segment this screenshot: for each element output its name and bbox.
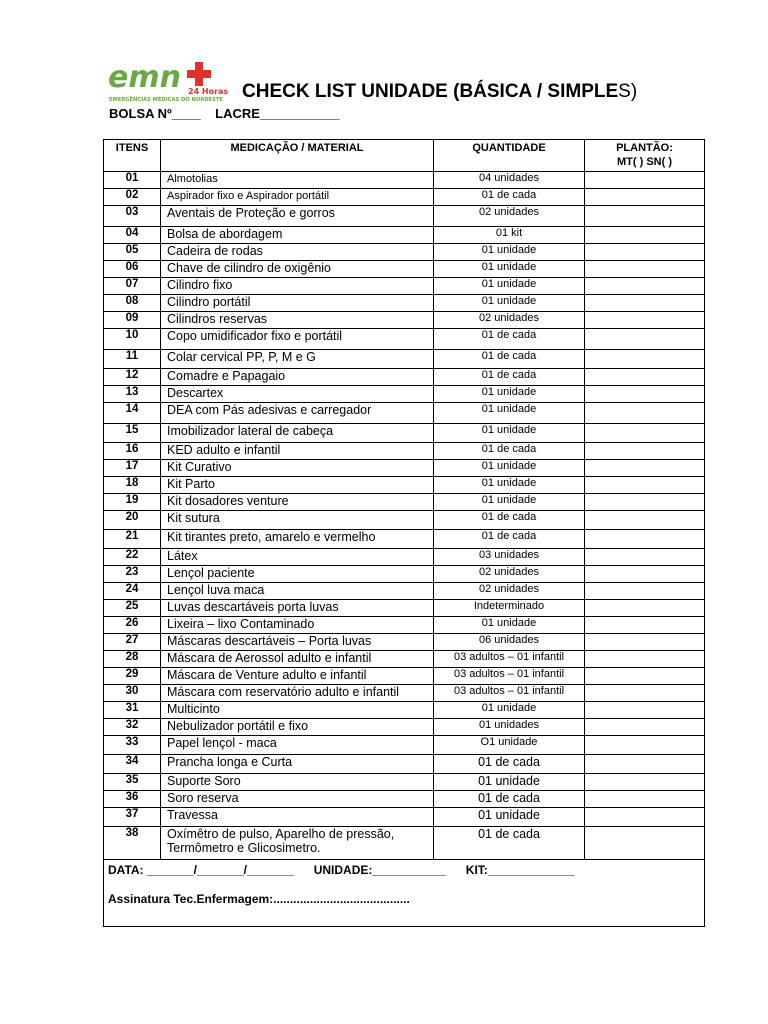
item-number: 22 <box>104 549 161 566</box>
item-name: Cadeira de rodas <box>161 244 434 261</box>
item-number: 13 <box>104 386 161 403</box>
logo-subtitle-text: EMERGÊNCIAS MÉDICAS DO NORDESTE <box>109 97 223 102</box>
table-row <box>104 651 705 668</box>
item-quantity: 02 unidades <box>434 206 585 227</box>
item-number: 02 <box>104 189 161 206</box>
item-quantity: 01 unidade <box>434 460 585 477</box>
item-name: Copo umidificador fixo e portátil <box>161 329 434 350</box>
item-number: 31 <box>104 702 161 719</box>
plantao-check-cell[interactable] <box>585 634 705 651</box>
item-name: Almotolias <box>161 172 434 189</box>
item-number: 06 <box>104 261 161 278</box>
item-quantity: 01 de cada <box>434 369 585 386</box>
item-quantity: 06 unidades <box>434 634 585 651</box>
item-number: 07 <box>104 278 161 295</box>
item-quantity: 01 unidade <box>434 477 585 494</box>
item-quantity: 01 de cada <box>434 791 585 808</box>
table-row <box>104 443 705 460</box>
item-number: 24 <box>104 583 161 600</box>
table-row <box>104 685 705 702</box>
item-quantity: 01 de cada <box>434 827 585 860</box>
item-number: 26 <box>104 617 161 634</box>
footer-data-unidade-kit: DATA: _______/_______/_______ UNIDADE:___________ KIT:_____________ <box>108 863 575 877</box>
item-name: Cilindros reservas <box>161 312 434 329</box>
item-name: Prancha longa e Curta <box>161 755 434 774</box>
table-row <box>104 755 705 774</box>
item-number: 17 <box>104 460 161 477</box>
item-quantity: 01 unidade <box>434 617 585 634</box>
footer-cell <box>104 860 705 927</box>
item-number: 38 <box>104 827 161 860</box>
item-name: Látex <box>161 549 434 566</box>
item-quantity: 01 unidade <box>434 295 585 312</box>
item-number: 29 <box>104 668 161 685</box>
table-row <box>104 460 705 477</box>
item-number: 14 <box>104 403 161 424</box>
table-row <box>104 386 705 403</box>
table-row <box>104 329 705 350</box>
plantao-check-cell[interactable] <box>585 617 705 634</box>
item-name: Cilindro fixo <box>161 278 434 295</box>
item-quantity: 01 unidade <box>434 244 585 261</box>
item-name: Lençol paciente <box>161 566 434 583</box>
item-number: 15 <box>104 424 161 443</box>
item-quantity: 01 unidade <box>434 424 585 443</box>
table-row <box>104 312 705 329</box>
table-row <box>104 424 705 443</box>
item-quantity: 03 adultos – 01 infantil <box>434 685 585 702</box>
col-header-quantidade: QUANTIDADE <box>434 140 585 172</box>
item-quantity: 01 unidades <box>434 719 585 736</box>
item-number: 30 <box>104 685 161 702</box>
plantao-check-cell[interactable] <box>585 386 705 403</box>
table-row <box>104 736 705 755</box>
item-number: 11 <box>104 350 161 369</box>
item-quantity: 01 unidade <box>434 808 585 827</box>
item-quantity: 03 unidades <box>434 549 585 566</box>
table-row <box>104 827 705 860</box>
item-quantity: 01 unidade <box>434 386 585 403</box>
col-header-itens: ITENS <box>104 140 161 172</box>
red-cross-icon <box>187 62 211 86</box>
table-row <box>104 530 705 549</box>
table-row <box>104 295 705 312</box>
item-name: Nebulizador portátil e fixo <box>161 719 434 736</box>
item-name: Kit Curativo <box>161 460 434 477</box>
plantao-check-cell[interactable] <box>585 369 705 386</box>
item-name: Cilindro portátil <box>161 295 434 312</box>
plantao-check-cell[interactable] <box>585 774 705 791</box>
item-quantity: 01 unidade <box>434 403 585 424</box>
item-quantity: 01 de cada <box>434 530 585 549</box>
plantao-check-cell[interactable] <box>585 755 705 774</box>
item-quantity: 02 unidades <box>434 583 585 600</box>
table-row <box>104 189 705 206</box>
plantao-check-cell[interactable] <box>585 668 705 685</box>
table-row <box>104 244 705 261</box>
item-quantity: 02 unidades <box>434 566 585 583</box>
item-number: 21 <box>104 530 161 549</box>
item-quantity: 01 de cada <box>434 189 585 206</box>
table-row <box>104 668 705 685</box>
item-number: 19 <box>104 494 161 511</box>
table-row <box>104 634 705 651</box>
table-row <box>104 477 705 494</box>
item-number: 18 <box>104 477 161 494</box>
plantao-check-cell[interactable] <box>585 566 705 583</box>
col-header-plantao <box>585 140 705 172</box>
plantao-check-cell[interactable] <box>585 350 705 369</box>
item-quantity: O1 unidade <box>434 736 585 755</box>
plantao-check-cell[interactable] <box>585 244 705 261</box>
table-row <box>104 719 705 736</box>
table-row <box>104 774 705 791</box>
item-name: Kit Parto <box>161 477 434 494</box>
item-name-line2: Termômetro e Glicosimetro. <box>167 841 321 855</box>
plantao-check-cell[interactable] <box>585 685 705 702</box>
plantao-label: PLANTÃO: <box>616 142 673 154</box>
plantao-check-cell[interactable] <box>585 424 705 443</box>
plantao-check-cell[interactable] <box>585 443 705 460</box>
item-name: KED adulto e infantil <box>161 443 434 460</box>
plantao-check-cell[interactable] <box>585 583 705 600</box>
item-quantity: 01 de cada <box>434 443 585 460</box>
item-number: 37 <box>104 808 161 827</box>
table-row <box>104 350 705 369</box>
item-number: 08 <box>104 295 161 312</box>
item-number: 28 <box>104 651 161 668</box>
item-quantity: 03 adultos – 01 infantil <box>434 651 585 668</box>
item-number: 33 <box>104 736 161 755</box>
plantao-check-cell[interactable] <box>585 651 705 668</box>
table-row <box>104 566 705 583</box>
item-name: Kit sutura <box>161 511 434 530</box>
table-row <box>104 549 705 566</box>
plantao-check-cell[interactable] <box>585 549 705 566</box>
table-row <box>104 600 705 617</box>
item-quantity: 01 unidade <box>434 494 585 511</box>
plantao-shift-options: MT( ) SN( ) <box>617 156 672 168</box>
bolsa-lacre-line: BOLSA Nº____ LACRE___________ <box>109 106 340 121</box>
item-name: Travessa <box>161 808 434 827</box>
table-row <box>104 278 705 295</box>
item-number: 23 <box>104 566 161 583</box>
plantao-check-cell[interactable] <box>585 530 705 549</box>
plantao-check-cell[interactable] <box>585 511 705 530</box>
item-name: Chave de cilindro de oxigênio <box>161 261 434 278</box>
item-quantity: 03 adultos – 01 infantil <box>434 668 585 685</box>
plantao-check-cell[interactable] <box>585 227 705 244</box>
item-number: 32 <box>104 719 161 736</box>
table-row <box>104 206 705 227</box>
table-row <box>104 702 705 719</box>
plantao-check-cell[interactable] <box>585 791 705 808</box>
item-number: 05 <box>104 244 161 261</box>
item-number: 35 <box>104 774 161 791</box>
emn-logo <box>108 56 230 102</box>
item-quantity: Indeterminado <box>434 600 585 617</box>
plantao-check-cell[interactable] <box>585 403 705 424</box>
checklist-table <box>103 139 705 927</box>
plantao-check-cell[interactable] <box>585 295 705 312</box>
plantao-check-cell[interactable] <box>585 736 705 755</box>
item-number: 25 <box>104 600 161 617</box>
item-name: Luvas descartáveis porta luvas <box>161 600 434 617</box>
table-row <box>104 261 705 278</box>
item-name: Suporte Soro <box>161 774 434 791</box>
item-name: Soro reserva <box>161 791 434 808</box>
plantao-check-cell[interactable] <box>585 808 705 827</box>
table-row <box>104 369 705 386</box>
plantao-check-cell[interactable] <box>585 329 705 350</box>
item-name: Aventais de Proteção e gorros <box>161 206 434 227</box>
item-name: Comadre e Papagaio <box>161 369 434 386</box>
plantao-check-cell[interactable] <box>585 702 705 719</box>
item-quantity: 02 unidades <box>434 312 585 329</box>
plantao-check-cell[interactable] <box>585 477 705 494</box>
table-row <box>104 227 705 244</box>
plantao-check-cell[interactable] <box>585 719 705 736</box>
item-name <box>161 827 434 860</box>
item-number: 12 <box>104 369 161 386</box>
plantao-check-cell[interactable] <box>585 494 705 511</box>
item-quantity: 01 de cada <box>434 329 585 350</box>
item-number: 34 <box>104 755 161 774</box>
plantao-check-cell[interactable] <box>585 206 705 227</box>
item-number: 27 <box>104 634 161 651</box>
item-number: 09 <box>104 312 161 329</box>
item-quantity: 01 unidade <box>434 774 585 791</box>
item-name: Lençol luva maca <box>161 583 434 600</box>
item-number: 10 <box>104 329 161 350</box>
table-row <box>104 511 705 530</box>
item-name: DEA com Pás adesivas e carregador <box>161 403 434 424</box>
item-name: Máscara de Aerossol adulto e infantil <box>161 651 434 668</box>
table-row <box>104 494 705 511</box>
item-name: Aspirador fixo e Aspirador portátil <box>161 189 434 206</box>
footer-signature: Assinatura Tec.Enfermagem:......................................... <box>108 892 410 906</box>
item-quantity: 01 de cada <box>434 755 585 774</box>
item-quantity: 01 unidade <box>434 261 585 278</box>
title-main: CHECK LIST UNIDADE (BÁSICA / SIMPLE <box>242 81 619 102</box>
plantao-check-cell[interactable] <box>585 460 705 477</box>
item-quantity: 01 unidade <box>434 278 585 295</box>
item-name: Descartex <box>161 386 434 403</box>
table-row <box>104 172 705 189</box>
item-name: Kit tirantes preto, amarelo e vermelho <box>161 530 434 549</box>
item-name: Colar cervical PP, P, M e G <box>161 350 434 369</box>
item-name: Papel lençol - maca <box>161 736 434 755</box>
item-quantity: 04 unidades <box>434 172 585 189</box>
item-name: Kit dosadores venture <box>161 494 434 511</box>
item-name: Bolsa de abordagem <box>161 227 434 244</box>
item-number: 01 <box>104 172 161 189</box>
item-number: 04 <box>104 227 161 244</box>
col-header-medicacao: MEDICAÇÃO / MATERIAL <box>161 140 434 172</box>
item-name: Máscaras descartáveis – Porta luvas <box>161 634 434 651</box>
item-quantity: 01 de cada <box>434 511 585 530</box>
item-name: Imobilizador lateral de cabeça <box>161 424 434 443</box>
page-title <box>242 81 637 103</box>
item-name: Máscara de Venture adulto e infantil <box>161 668 434 685</box>
item-number: 20 <box>104 511 161 530</box>
item-name: Multicinto <box>161 702 434 719</box>
plantao-check-cell[interactable] <box>585 261 705 278</box>
item-quantity: 01 unidade <box>434 702 585 719</box>
item-quantity: 01 kit <box>434 227 585 244</box>
logo-24h-text: 24 Horas <box>188 87 229 96</box>
title-tail: S) <box>618 81 638 102</box>
table-row <box>104 403 705 424</box>
plantao-check-cell[interactable] <box>585 827 705 860</box>
plantao-check-cell[interactable] <box>585 278 705 295</box>
plantao-check-cell[interactable] <box>585 312 705 329</box>
item-name: Máscara com reservatório adulto e infantil <box>161 685 434 702</box>
item-quantity: 01 de cada <box>434 350 585 369</box>
plantao-check-cell[interactable] <box>585 189 705 206</box>
plantao-check-cell[interactable] <box>585 172 705 189</box>
logo-brand-text: emn <box>108 60 181 95</box>
table-row <box>104 791 705 808</box>
table-row <box>104 808 705 827</box>
item-number: 16 <box>104 443 161 460</box>
item-name: Lixeira – lixo Contaminado <box>161 617 434 634</box>
item-number: 03 <box>104 206 161 227</box>
item-name-line1: Oxímêtro de pulso, Aparelho de pressão, <box>167 827 395 841</box>
item-number: 36 <box>104 791 161 808</box>
table-row <box>104 617 705 634</box>
plantao-check-cell[interactable] <box>585 600 705 617</box>
table-row <box>104 583 705 600</box>
